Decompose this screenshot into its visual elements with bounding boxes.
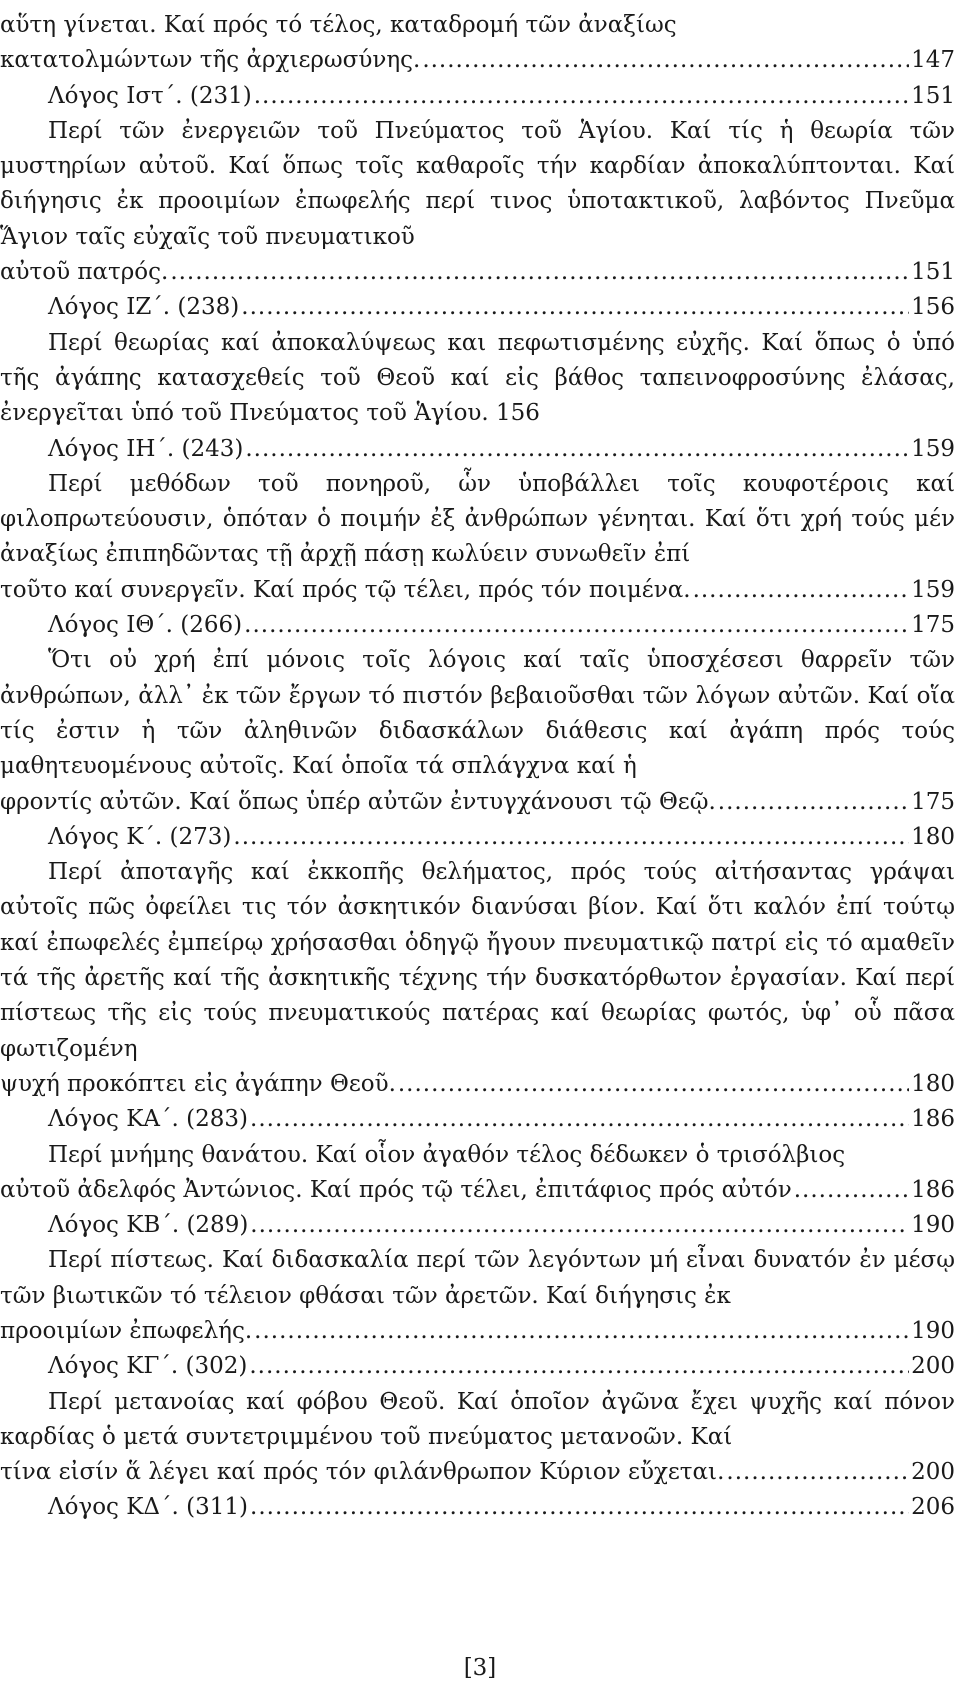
- toc-page-number: 175: [911, 788, 955, 815]
- dot-leader: [244, 608, 909, 643]
- table-of-contents: [0, 8, 955, 1526]
- toc-page-number: 159: [911, 576, 955, 603]
- toc-heading: Λόγος ΙΘ΄. (266): [48, 612, 243, 639]
- dot-leader: [726, 1455, 909, 1490]
- toc-page-number: 180: [911, 1070, 955, 1097]
- dot-leader: [422, 43, 909, 78]
- toc-description: Ὅτι οὐ χρή ἐπί μόνοις τοῖς λόγοις καί ταῖς ὑποσχέσεσι θαρρεῖν τῶν ἀνθρώπων, ἀλλ᾽ ἐκ τῶν ἔργων τό πιστόν βεβαιοῦσθαι τῶν λόγων αὐτῶν. Καί οἵα τίς ἐστιν ἡ τῶν ἀληθινῶν διδασκάλων διάθεσις καί ἀγάπη πρός τούς μαθητευομένους αὐτοῖς. Καί ὁποῖα τά σπλάγχνα καί ἡ: [0, 647, 955, 780]
- dot-leader: [718, 785, 909, 820]
- toc-page-number: 147: [911, 47, 955, 74]
- toc-page-number: 200: [911, 1459, 955, 1486]
- toc-page-number: 151: [911, 82, 955, 109]
- toc-description-tail: φροντίς αὐτῶν. Καί ὅπως ὑπέρ αὐτῶν ἐντυγχάνουσι τῷ Θεῷ.: [0, 788, 716, 815]
- toc-heading-line[interactable]: [0, 1102, 955, 1137]
- toc-page-number: 151: [911, 259, 955, 286]
- toc-heading: Λόγος Κ΄. (273): [48, 823, 232, 850]
- dot-leader: [693, 573, 910, 608]
- toc-heading-line[interactable]: [0, 290, 955, 325]
- toc-page-number: 175: [911, 612, 955, 639]
- dot-leader: [241, 290, 909, 325]
- dot-leader: [170, 255, 909, 290]
- toc-description-tail: αὐτοῦ πατρός.: [0, 259, 169, 286]
- toc-page-number: 156: [911, 294, 955, 321]
- toc-description: Περί τῶν ἐνεργειῶν τοῦ Πνεύματος τοῦ Ἁγίου. Καί τίς ἡ θεωρία τῶν μυστηρίων αὐτοῦ. Καί ὅπως τοῖς καθαροῖς τήν καρδίαν ἀποκαλύπτονται. Καί διήγησις ἐκ προοιμίων ἐπωφελής περί τινος ὑποτακτικοῦ, λαβόντος Πνεῦμα Ἅγιον ταῖς εὐχαῖς τοῦ πνευματικοῦ: [0, 117, 955, 250]
- toc-description-tail: τίνα εἰσίν ἅ λέγει καί πρός τόν φιλάνθρωπον Κύριον εὔχεται.: [0, 1459, 725, 1486]
- toc-description-tail: ψυχή προκόπτει εἰς ἀγάπην Θεοῦ.: [0, 1070, 396, 1097]
- toc-heading: Λόγος Ιστ΄. (231): [48, 82, 252, 109]
- dot-leader: [398, 1067, 909, 1102]
- toc-heading: Λόγος ΚΑ΄. (283): [48, 1106, 249, 1133]
- dot-leader: [250, 1490, 909, 1525]
- toc-description-end[interactable]: [0, 43, 955, 78]
- dot-leader: [250, 1208, 909, 1243]
- toc-description-tail: κατατολμώντων τῆς ἀρχιερωσύνης.: [0, 47, 421, 74]
- dot-leader: [233, 820, 909, 855]
- toc-description-tail: προοιμίων ἐπωφελής.: [0, 1317, 253, 1344]
- toc-heading: Λόγος ΙΗ΄. (243): [48, 435, 244, 462]
- toc-page-number: 206: [911, 1494, 955, 1521]
- toc-page-number: 186: [911, 1106, 955, 1133]
- toc-description: Περί ἀποταγῆς καί ἐκκοπῆς θελήματος, πρός τούς αἰτήσαντας γράψαι αὐτοῖς πῶς ὀφείλει τις τόν ἀσκητικόν διανύσαι βίον. Καί ὅτι καλόν ἐπί τούτῳ καί ἐπωφελές ἐμπείρῳ χρήσασθαι ὁδηγῷ ἤγουν πνευματικῷ πατρί εἰς τό αμαθεῖν τά τῆς ἀρετῆς καί τῆς ἀσκητικῆς τέχνης τήν δυσκατόρθωτον ἐργασίαν. Καί περί πίστεως τῆς εἰς τούς πνευματικούς πατέρας καί θεωρίας φωτός, ὑφ᾽ οὗ πᾶσα φωτιζομένη: [0, 859, 955, 1062]
- dot-leader: [794, 1173, 909, 1208]
- dot-leader: [245, 432, 909, 467]
- toc-heading: Λόγος ΙΖ΄. (238): [48, 294, 240, 321]
- dot-leader: [254, 79, 909, 114]
- dot-leader: [249, 1349, 909, 1384]
- toc-description: Περί θεωρίας καί ἀποκαλύψεως και πεφωτισμένης εὐχῆς. Καί ὅπως ὁ ὑπό τῆς ἀγάπης κατασχεθείς τοῦ Θεοῦ καί εἰς βάθος ταπεινοφροσύνης ἐλάσας, ἐνεργεῖται ὑπό τοῦ Πνεύματος τοῦ Ἁγίου. 156: [0, 329, 955, 427]
- toc-page-number: 180: [911, 823, 955, 850]
- toc-heading-line[interactable]: [0, 79, 955, 114]
- toc-heading: Λόγος ΚΔ΄. (311): [48, 1494, 249, 1521]
- toc-description-end[interactable]: [0, 573, 955, 608]
- toc-description: Περί μετανοίας καί φόβου Θεοῦ. Καί ὁποῖον ἀγῶνα ἔχει ψυχῆς καί πόνον καρδίας ὁ μετά συντετριμμένου τοῦ πνεύματος μετανοῶν. Καί: [0, 1388, 955, 1450]
- toc-description: Περί πίστεως. Καί διδασκαλία περί τῶν λεγόντων μή εἶναι δυνατόν ἐν μέσῳ τῶν βιωτικῶν τό τέλειον φθάσαι τῶν ἀρετῶν. Καί διήγησις ἐκ: [0, 1247, 955, 1309]
- toc-description-end[interactable]: [0, 1173, 955, 1208]
- dot-leader: [254, 1314, 909, 1349]
- toc-page-number: 190: [911, 1317, 955, 1344]
- toc-description-tail: τοῦτο καί συνεργεῖν. Καί πρός τῷ τέλει, πρός τόν ποιμένα.: [0, 576, 691, 603]
- toc-heading: Λόγος ΚΒ΄. (289): [48, 1212, 249, 1239]
- toc-page-number: 159: [911, 435, 955, 462]
- toc-description: Περί μνήμης θανάτου. Καί οἷον ἀγαθόν τέλος δέδωκεν ὁ τρισόλβιος: [48, 1141, 846, 1168]
- toc-heading-line[interactable]: [0, 820, 955, 855]
- page-number: [3]: [463, 1655, 497, 1681]
- toc-description-end[interactable]: [0, 1455, 955, 1490]
- toc-heading-line[interactable]: [0, 1349, 955, 1384]
- toc-heading-line[interactable]: [0, 432, 955, 467]
- toc-page-number: 186: [911, 1176, 955, 1203]
- toc-description: αὕτη γίνεται. Καί πρός τό τέλος, καταδρομή τῶν ἀναξίως: [0, 12, 677, 38]
- toc-description-end[interactable]: [0, 255, 955, 290]
- toc-page-number: 190: [911, 1212, 955, 1239]
- toc-heading-line[interactable]: [0, 608, 955, 643]
- toc-description-end[interactable]: [0, 1314, 955, 1349]
- toc-page-number: 200: [911, 1353, 955, 1380]
- toc-heading-line[interactable]: [0, 1208, 955, 1243]
- toc-description-end[interactable]: [0, 785, 955, 820]
- toc-heading-line[interactable]: [0, 1490, 955, 1525]
- dot-leader: [250, 1102, 909, 1137]
- toc-description-tail: αὐτοῦ ἀδελφός Ἀντώνιος. Καί πρός τῷ τέλει, ἐπιτάφιος πρός αὐτόν: [0, 1176, 792, 1203]
- toc-description: Περί μεθόδων τοῦ πονηροῦ, ὧν ὑποβάλλει τοῖς κουφοτέροις καί φιλοπρωτεύουσιν, ὁπόταν ὁ ποιμήν ἐξ ἀνθρώπων γένηται. Καί ὅτι χρή τούς μέν ἀναξίως ἐπιπηδῶντας τῇ ἀρχῇ πάσῃ κωλύειν συνωθεῖν ἐπί: [0, 470, 955, 568]
- toc-heading: Λόγος ΚΓ΄. (302): [48, 1353, 248, 1380]
- toc-description-end[interactable]: [0, 1067, 955, 1102]
